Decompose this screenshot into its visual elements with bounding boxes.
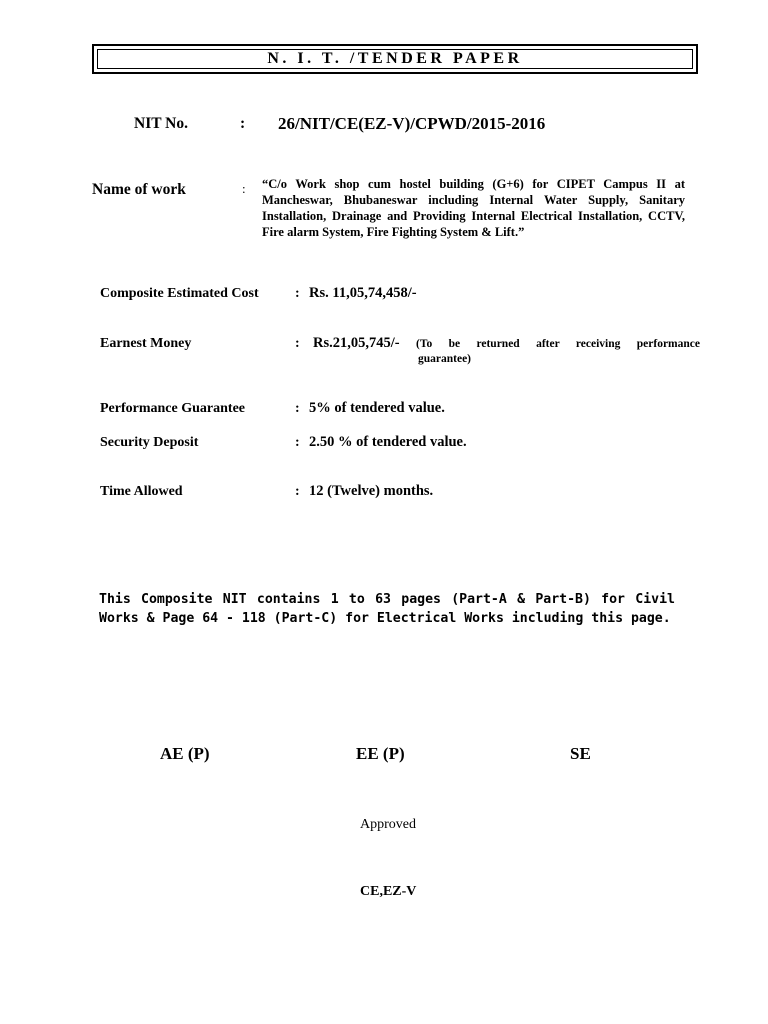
earnest-money-label: Earnest Money (100, 336, 192, 351)
nit-no-colon: : (240, 115, 246, 132)
signatory-ee: EE (P) (356, 744, 405, 763)
signatory-se: SE (570, 744, 591, 763)
performance-guarantee-value: 5% of tendered value. (309, 400, 445, 416)
earnest-money-note-line1: (To be returned after receiving performance (416, 338, 700, 350)
approved-label: Approved (360, 817, 416, 832)
name-of-work-label: Name of work (92, 181, 186, 198)
title-box (92, 44, 698, 74)
security-deposit-colon: : (295, 435, 300, 450)
time-allowed-value: 12 (Twelve) months. (309, 483, 434, 499)
document-title: N. I. T. /TENDER PAPER (97, 49, 693, 69)
approving-authority: CE,EZ-V (360, 884, 417, 899)
nit-no-value: 26/NIT/CE(EZ-V)/CPWD/2015-2016 (278, 114, 546, 133)
performance-guarantee-colon: : (295, 401, 300, 416)
security-deposit-label: Security Deposit (100, 435, 199, 450)
earnest-money-note-line2: guarantee) (418, 353, 472, 365)
estimated-cost-colon: : (295, 286, 300, 301)
signatory-ae: AE (P) (160, 744, 210, 763)
nit-no-label: NIT No. (134, 115, 188, 132)
performance-guarantee-label: Performance Guarantee (100, 401, 245, 416)
security-deposit-value: 2.50 % of tendered value. (309, 434, 467, 450)
time-allowed-label: Time Allowed (100, 484, 183, 499)
earnest-money-colon: : (295, 336, 300, 351)
estimated-cost-value: Rs. 11,05,74,458/- (309, 285, 417, 301)
estimated-cost-label: Composite Estimated Cost (100, 286, 259, 301)
time-allowed-colon: : (295, 484, 300, 499)
name-of-work-value: “C/o Work shop cum hostel building (G+6) for CIPET Campus II at Mancheswar, Bhubaneswar including Internal Water Supply, Sanitary Installation, Drainage and Providing Internal Electrical Installation, CCTV, Fire alarm System, Fire Fighting System & Lift.” (262, 177, 685, 239)
page-count-notice: This Composite NIT contains 1 to 63 pages (Part-A & Part-B) for Civil Works & Page 64 - 118 (Part-C) for Electrical Works including this page. (99, 592, 675, 626)
name-of-work-colon: : (242, 181, 246, 196)
earnest-money-value: Rs.21,05,745/- (313, 335, 400, 351)
